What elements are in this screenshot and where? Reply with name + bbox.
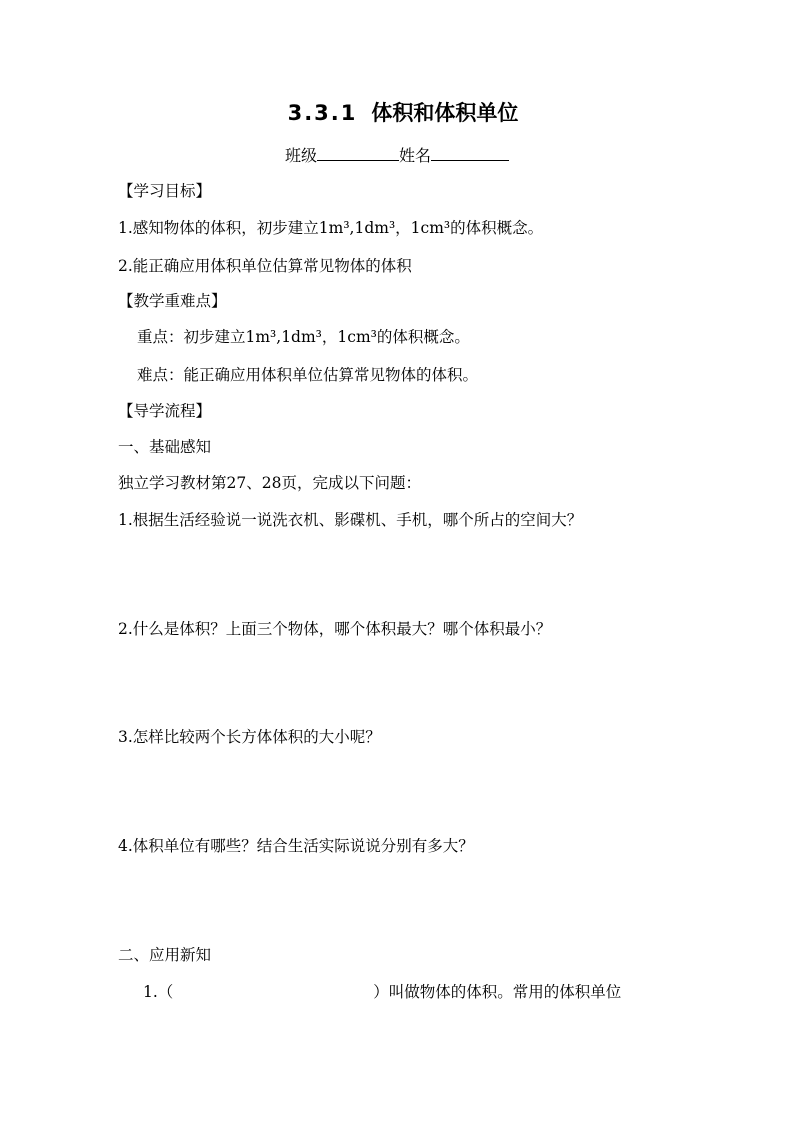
class-blank[interactable] [317,146,399,161]
part1-heading: 一、基础感知 [118,438,212,456]
fill-suffix: ）叫做物体的体积。常用的体积单位 [373,983,622,1001]
fill-prefix: 1.（ [143,983,174,1001]
name-blank[interactable] [431,146,509,161]
question-4: 4.体积单位有哪些？结合生活实际说说分别有多大？ [118,837,474,855]
goals-heading: 【学习目标】 [118,182,212,200]
fill-question-1 [143,982,621,1002]
page-title [0,100,794,126]
difficulty-point: 难点：能正确应用体积单位估算常见物体的体积。 [137,366,479,384]
intro-text: 独立学习教材第27、28页，完成以下问题： [118,474,421,492]
part2-heading: 二、应用新知 [118,946,212,964]
goal-item-2: 2.能正确应用体积单位估算常见物体的体积 [118,257,412,275]
goal-item-1: 1.感知物体的体积，初步建立1m³,1dm³，1cm³的体积概念。 [118,219,544,237]
key-point: 重点：初步建立1m³,1dm³，1cm³的体积概念。 [137,328,470,346]
title-number: 3.3.1 [287,101,358,125]
question-2: 2.什么是体积？上面三个物体，哪个体积最大？哪个体积最小？ [118,620,552,638]
key-points-heading: 【教学重难点】 [118,292,227,310]
question-1: 1.根据生活经验说一说洗衣机、影碟机、手机，哪个所占的空间大？ [118,511,583,529]
class-name-line [0,146,794,166]
title-text: 体积和体积单位 [371,101,519,125]
process-heading: 【导学流程】 [118,402,212,420]
name-label: 姓名 [399,146,432,165]
question-3: 3.怎样比较两个长方体体积的大小呢？ [118,728,381,746]
class-label: 班级 [284,146,317,165]
